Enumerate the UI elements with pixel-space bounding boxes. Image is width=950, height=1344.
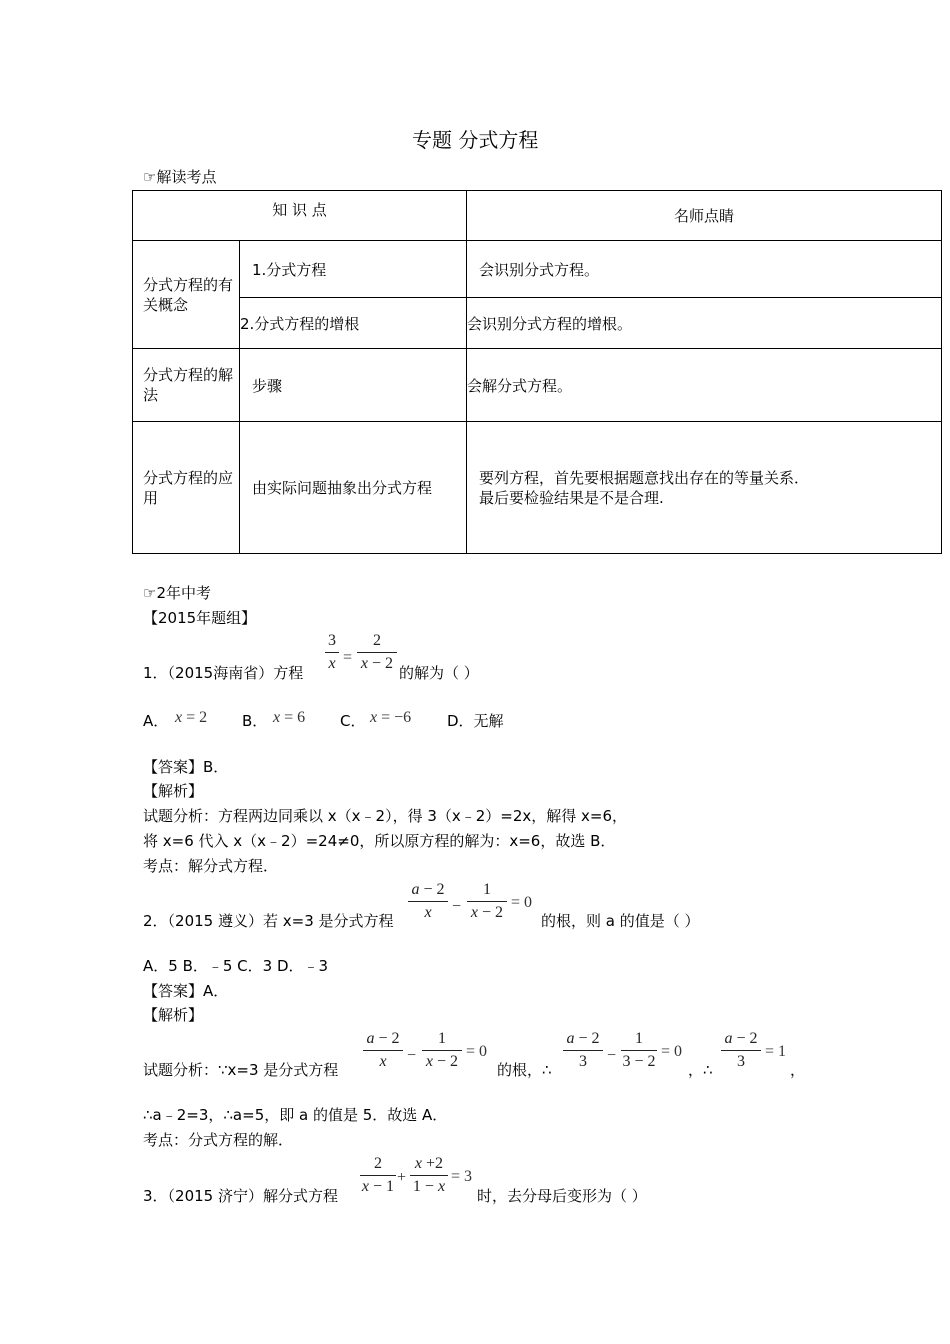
question-3-stem-end: 时，去分母后变形为（ ） <box>477 1187 647 1205</box>
formula-minus: − <box>407 1047 417 1064</box>
knowledge-table <box>132 190 942 554</box>
formula-equals: = 0 <box>466 1043 488 1060</box>
table-cell-item: 步骤 <box>240 349 467 422</box>
analysis-line: 考点：分式方程的解． <box>143 1131 294 1149</box>
formula-fraction: a − 2 x <box>408 881 448 922</box>
analysis-text: ，∴ <box>688 1061 713 1079</box>
formula-fraction: a − 2 3 <box>721 1030 761 1071</box>
analysis-line: ∴a﹣2=3，∴a=5，即 a 的值是 5．故选 A． <box>143 1106 448 1124</box>
option-b: B． <box>242 712 268 730</box>
answer: 【答案】B． <box>143 758 229 776</box>
answer: 【答案】A． <box>143 982 229 1000</box>
question-3-stem: 3．（2015 济宁）解分式方程 <box>143 1187 338 1205</box>
analysis-line: 试题分析：方程两边同乘以 x（x﹣2），得 3（x﹣2）=2x，解得 x=6， <box>143 807 628 825</box>
table-cell-item: 1.分式方程 <box>240 241 467 298</box>
formula: x = −6 <box>370 709 412 726</box>
analysis-heading: 【解析】 <box>143 782 204 800</box>
analysis-heading: 【解析】 <box>143 1006 204 1024</box>
formula-fraction: 1 3 − 2 <box>622 1030 656 1070</box>
formula-fraction: a − 2 x <box>363 1030 403 1071</box>
table-header-knowledge: 知 识 点 <box>133 191 467 241</box>
formula-plus: + <box>397 1169 407 1186</box>
section-heading-interpret: ☞解读考点 <box>143 168 217 186</box>
option-a: A． <box>143 712 169 730</box>
formula-fraction: 1 x − 2 <box>467 881 507 922</box>
table-cell-category: 分式方程的解法 <box>133 349 240 422</box>
analysis-line: 试题分析：∵x=3 是分式方程 <box>143 1061 339 1079</box>
formula-minus: − <box>607 1047 617 1064</box>
formula-equals: = 3 <box>451 1168 473 1185</box>
note-line: 要列方程，首先要根据题意找出存在的等量关系． <box>479 468 810 487</box>
formula: x = 2 <box>175 709 208 726</box>
table-header-tips: 名师点睛 <box>467 191 942 241</box>
page-title: 专题 分式方程 <box>412 128 539 152</box>
table-cell-category: 分式方程的有关概念 <box>133 241 240 349</box>
option-d: D．无解 <box>447 712 504 730</box>
formula-fraction: x +2 1 − x <box>410 1155 448 1196</box>
table-cell-note: 会识别分式方程。 <box>467 241 942 298</box>
formula-fraction: 2 x − 1 <box>361 1155 395 1195</box>
formula-fraction: a − 2 3 <box>563 1030 603 1071</box>
analysis-line: 考点：解分式方程． <box>143 857 279 875</box>
question-1-stem-end: 的解为（ ） <box>399 664 479 682</box>
formula-fraction: 1 x − 2 <box>422 1030 462 1071</box>
formula-equals: = <box>343 649 353 666</box>
options: A．5 B．﹣5 C．3 D．﹣3 <box>143 957 329 975</box>
formula-fraction: 2 x − 2 <box>357 632 397 673</box>
analysis-text: 的根，∴ <box>497 1061 552 1079</box>
formula-equals: = 1 <box>765 1043 787 1060</box>
question-2-stem: 2．（2015 遵义）若 x=3 是分式方程 <box>143 912 394 930</box>
table-cell-note: 会识别分式方程的增根。 <box>467 298 942 349</box>
formula-fraction: 3 x <box>325 632 339 673</box>
formula-equals: = 0 <box>511 894 533 911</box>
table-cell-note: 会解分式方程。 <box>467 349 942 422</box>
note-line: 最后要检验结果是不是合理. <box>479 488 664 507</box>
question-2-stem-end: 的根，则 a 的值是（ ） <box>541 912 700 930</box>
question-1-stem: 1．（2015海南省）方程 <box>143 664 304 682</box>
formula-minus: − <box>452 898 462 915</box>
option-c: C． <box>340 712 366 730</box>
formula: x = 6 <box>273 709 306 726</box>
table-cell-item: 2.分式方程的增根 <box>240 298 467 349</box>
formula-equals: = 0 <box>661 1043 683 1060</box>
table-cell-note <box>467 422 942 554</box>
section-heading-exams: ☞2年中考 <box>143 584 211 602</box>
analysis-text: ， <box>790 1061 806 1079</box>
table-cell-item: 由实际问题抽象出分式方程 <box>240 422 467 554</box>
table-cell-category: 分式方程的应用 <box>133 422 240 554</box>
group-heading: 【2015年题组】 <box>143 609 257 627</box>
analysis-line: 将 x=6 代入 x（x﹣2）=24≠0，所以原方程的解为：x=6，故选 B． <box>143 832 616 850</box>
